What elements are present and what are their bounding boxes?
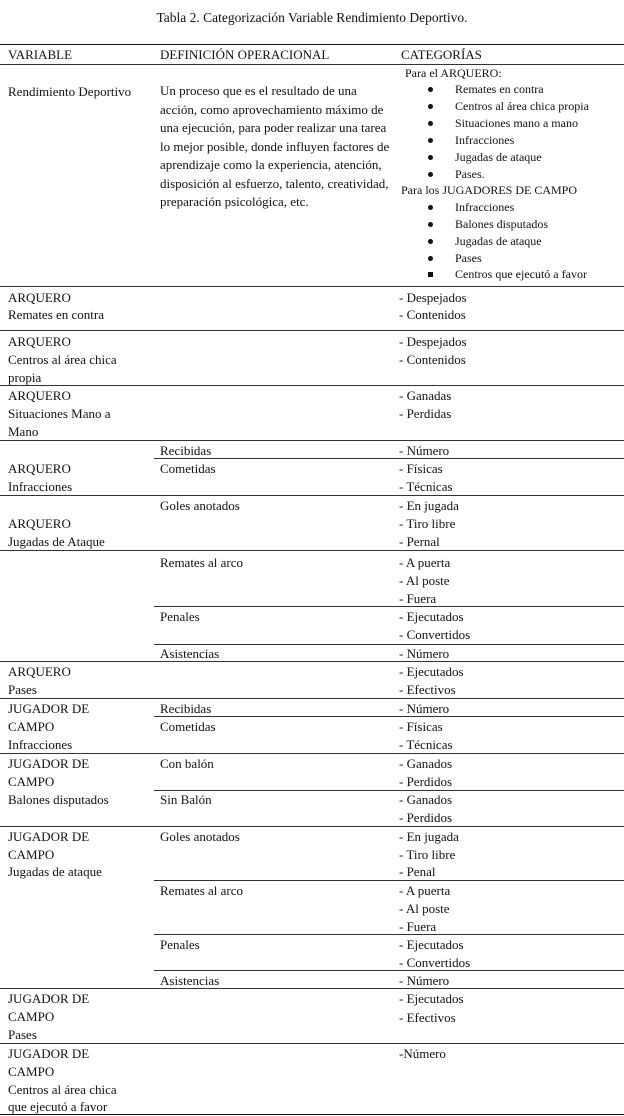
list-item: Centros que ejecutó a favor (455, 267, 587, 281)
category-cell: - Fuera (399, 591, 437, 606)
variable-cell: JUGADOR DE (8, 991, 90, 1006)
table-caption: Tabla 2. Categorización Variable Rendimiento Deportivo. (156, 10, 468, 25)
variable-cell: Pases (8, 682, 37, 697)
variable-cell: ARQUERO (8, 664, 71, 679)
definition-cell: Cometidas (160, 719, 216, 734)
category-cell: - Ganados (399, 792, 453, 807)
list-item: Balones disputados (455, 217, 548, 231)
row-rule (0, 698, 624, 699)
variable-cell: ARQUERO (8, 461, 71, 476)
category-cell: - Físicas (399, 719, 443, 734)
list-bullet (428, 272, 433, 277)
list-item: Situaciones mano a mano (455, 116, 578, 130)
list-item: Jugadas de ataque (455, 234, 542, 248)
header-variable: VARIABLE (8, 47, 73, 62)
variable-cell: JUGADOR DE (8, 829, 90, 844)
header-categories: CATEGORÍAS (401, 47, 482, 62)
subrow-rule (154, 644, 624, 645)
variable-cell: JUGADOR DE (8, 1046, 90, 1061)
variable-cell: Situaciones Mano a (8, 406, 111, 421)
category-cell: - Al poste (399, 901, 450, 916)
list-bullet (428, 172, 433, 177)
definition-cell: Con balón (160, 756, 214, 771)
category-cell: - Ganadas (399, 388, 452, 403)
row-rule (0, 1043, 624, 1044)
variable-cell: ARQUERO (8, 334, 71, 349)
list-bullet (428, 121, 433, 126)
category-cell: - Al poste (399, 573, 450, 588)
variable-cell: ARQUERO (8, 388, 71, 403)
variable-cell: CAMPO (8, 774, 55, 789)
category-cell: - En jugada (399, 829, 459, 844)
category-cell: - Despejados (399, 334, 467, 349)
subrow-rule (154, 934, 624, 935)
category-cell: - Número (399, 646, 450, 661)
row-rule (0, 330, 624, 331)
category-cell: - Contenidos (399, 307, 466, 322)
category-cell: - Ejecutados (399, 937, 464, 952)
category-cell: - Número (399, 701, 450, 716)
variable-cell: Balones disputados (8, 792, 109, 807)
variable-cell: que ejecutó a favor (8, 1099, 108, 1114)
category-cell: - A puerta (399, 555, 451, 570)
variable-cell: propia (8, 370, 42, 385)
list-bullet (428, 138, 433, 143)
variable-cell: Pases (8, 1027, 37, 1042)
definition-cell: Remates al arco (160, 555, 244, 570)
variable-cell: CAMPO (8, 1064, 55, 1079)
main-variable: Rendimiento Deportivo (8, 84, 132, 99)
list-bullet (428, 256, 433, 261)
variable-cell: ARQUERO (8, 516, 71, 531)
variable-cell: Jugadas de ataque (8, 864, 102, 879)
list-item: Pases. (455, 167, 485, 181)
category-cell: - Contenidos (399, 352, 466, 367)
category-cell: - Número (399, 443, 450, 458)
row-rule (0, 385, 624, 386)
subrow-rule (154, 790, 624, 791)
subrow-rule (154, 458, 624, 459)
row-rule (0, 550, 624, 551)
category-cell: - Ejecutados (399, 991, 464, 1006)
main-definition: Un proceso que es el resultado de una acción, como aprovechamiento máximo de una ejecución, para poder realizar una tarea lo mejor posible, donde influyen factores de aprendizaje como la experiencia, atención, disposición al esfuerzo, talento, creatividad, preparación psicológica, etc. (160, 83, 390, 209)
variable-cell: Mano (8, 424, 39, 439)
list-bullet (428, 205, 433, 210)
category-cell: - Convertidos (399, 627, 471, 642)
table-top-rule (0, 44, 624, 45)
goalkeeper-heading: Para el ARQUERO: (405, 66, 502, 80)
definition-cell: Penales (160, 937, 200, 952)
category-cell: -Número (399, 1046, 446, 1061)
category-cell: - Tiro libre (399, 847, 456, 862)
subrow-rule (154, 716, 624, 717)
category-cell: - Despejados (399, 290, 467, 305)
category-cell: - Convertidos (399, 955, 471, 970)
definition-cell: Asistencias (160, 973, 220, 988)
row-rule (0, 286, 624, 287)
field-players-heading: Para los JUGADORES DE CAMPO (401, 183, 578, 197)
variable-cell: ARQUERO (8, 290, 71, 305)
variable-cell: Infracciones (8, 737, 73, 752)
category-cell: - Ejecutados (399, 664, 464, 679)
header-rule (0, 64, 624, 65)
definition-cell: Goles anotados (160, 829, 240, 844)
list-item: Infracciones (455, 133, 515, 147)
category-cell: - Efectivos (399, 682, 456, 697)
subrow-rule (154, 880, 624, 881)
variable-cell: Centros al área chica (8, 1082, 117, 1097)
category-cell: - Ganados (399, 756, 453, 771)
subrow-rule (154, 970, 624, 971)
category-cell: - Penal (399, 864, 436, 879)
category-cell: - Perdidas (399, 406, 452, 421)
category-cell: - Número (399, 973, 450, 988)
category-cell: - Técnicas (399, 737, 453, 752)
variable-cell: Infracciones (8, 479, 73, 494)
list-bullet (428, 239, 433, 244)
category-cell: - Ejecutados (399, 609, 464, 624)
definition-cell: Penales (160, 609, 200, 624)
variable-cell: JUGADOR DE (8, 701, 90, 716)
definition-cell: Asistencias (160, 646, 220, 661)
category-cell: - Pernal (399, 534, 440, 549)
header-definition: DEFINICIÓN OPERACIONAL (160, 47, 330, 62)
variable-cell: JUGADOR DE (8, 756, 90, 771)
row-rule (0, 661, 624, 662)
category-cell: - Perdidos (399, 774, 453, 789)
category-cell: - Fuera (399, 919, 437, 934)
variable-cell: Centros al área chica (8, 352, 117, 367)
row-rule (0, 826, 624, 827)
definition-cell: Goles anotados (160, 498, 240, 513)
list-item: Centros al área chica propia (455, 99, 589, 113)
variable-cell: CAMPO (8, 847, 55, 862)
list-item: Remates en contra (455, 82, 544, 96)
row-rule (0, 753, 624, 754)
category-cell: - Tiro libre (399, 516, 456, 531)
definition-cell: Recibidas (160, 443, 212, 458)
list-item: Pases (455, 251, 482, 265)
list-bullet (428, 104, 433, 109)
list-item: Infracciones (455, 200, 515, 214)
category-cell: - A puerta (399, 883, 451, 898)
list-bullet (428, 87, 433, 92)
category-cell: - En jugada (399, 498, 459, 513)
variable-cell: Remates en contra (8, 307, 105, 322)
row-rule (0, 988, 624, 989)
row-rule (0, 440, 624, 441)
definition-cell: Cometidas (160, 461, 216, 476)
definition-cell: Sin Balón (160, 792, 212, 807)
table-bottom-rule (0, 1114, 624, 1115)
list-item: Jugadas de ataque (455, 150, 542, 164)
variable-cell: CAMPO (8, 1009, 55, 1024)
list-bullet (428, 222, 433, 227)
category-cell: - Físicas (399, 461, 443, 476)
category-cell: - Técnicas (399, 479, 453, 494)
definition-cell: Recibidas (160, 701, 212, 716)
category-cell: - Perdidos (399, 810, 453, 825)
variable-cell: CAMPO (8, 719, 55, 734)
category-cell: - Efectivos (399, 1010, 456, 1025)
list-bullet (428, 155, 433, 160)
subrow-rule (154, 606, 624, 607)
definition-cell: Remates al arco (160, 883, 244, 898)
row-rule (0, 495, 624, 496)
variable-cell: Jugadas de Ataque (8, 534, 105, 549)
